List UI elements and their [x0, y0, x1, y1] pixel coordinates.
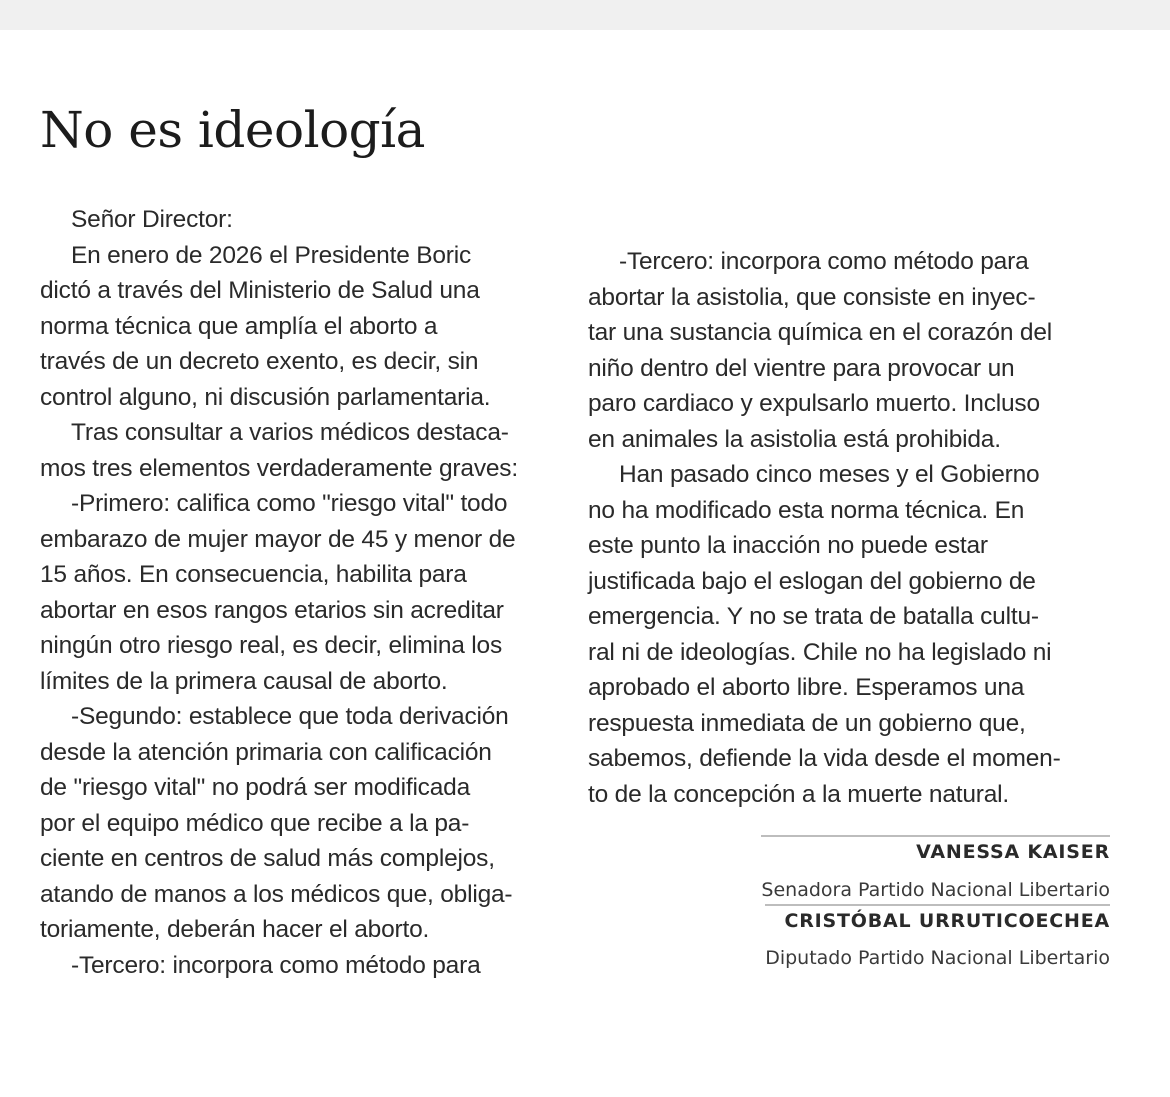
text-line: Señor Director:	[71, 206, 233, 233]
left-column	[40, 202, 545, 979]
text-line: abortar en esos rangos etarios sin acreditar	[40, 596, 504, 624]
signature-role: Diputado Partido Nacional Libertario	[765, 947, 1110, 969]
text-line: toriamente, deberán hacer el aborto.	[40, 916, 430, 943]
text-line: En enero de 2026 el Presidente Boric	[71, 241, 472, 269]
text-line: por el equipo médico que recibe a la pa-	[40, 809, 470, 837]
text-line: este punto la inacción no puede estar	[588, 532, 988, 559]
text-line: través de un decreto exento, es decir, sin	[40, 348, 479, 375]
signature-2	[765, 904, 1110, 970]
text-line: -Segundo: establece que toda derivación	[71, 703, 509, 730]
text-line: desde la atención primaria con calificación	[40, 738, 492, 766]
signature-name: CRISTÓBAL URRUTICOECHEA	[765, 904, 1110, 933]
text-line: 15 años. En consecuencia, habilita para	[40, 561, 467, 588]
text-line: sabemos, defiende la vida desde el momen-	[588, 745, 1061, 772]
text-line: Han pasado cinco meses y el Gobierno	[619, 461, 1040, 488]
signature-name: VANESSA KAISER	[761, 835, 1110, 864]
text-line: respuesta inmediata de un gobierno que,	[588, 709, 1026, 737]
text-line: control alguno, ni discusión parlamentaria.	[40, 383, 491, 411]
text-line: de "riesgo vital" no podrá ser modificada	[40, 774, 471, 801]
text-line: embarazo de mujer mayor de 45 y menor de	[40, 525, 516, 553]
text-line: aprobado el aborto libre. Esperamos una	[588, 674, 1025, 701]
text-line: ciente en centros de salud más complejos,	[40, 845, 495, 872]
text-line: atando de manos a los médicos que, obliga-	[40, 880, 513, 908]
text-line: emergencia. Y no se trata de batalla cultu-	[588, 603, 1039, 630]
text-line: paro cardiaco y expulsarlo muerto. Incluso	[588, 390, 1040, 417]
text-line: abortar la asistolia, que consiste en inyec-	[588, 283, 1036, 311]
text-line: en animales la asistolia está prohibida.	[588, 425, 1001, 453]
text-line: justificada bajo el eslogan del gobierno de	[588, 567, 1036, 595]
text-line: límites de la primera causal de aborto.	[40, 667, 448, 695]
signature-1	[761, 835, 1110, 902]
headline: No es ideología	[40, 101, 425, 159]
letter-clipping	[0, 30, 1170, 1097]
text-line: niño dentro del vientre para provocar un	[588, 354, 1015, 382]
text-line: to de la concepción a la muerte natural.	[588, 780, 1010, 808]
top-band	[0, 0, 1170, 30]
text-line: norma técnica que amplía el aborto a	[40, 312, 438, 340]
text-line: mos tres elementos verdaderamente graves:	[40, 454, 518, 482]
text-line: ral ni de ideologías. Chile no ha legislado ni	[588, 638, 1052, 666]
text-line: -Primero: califica como "riesgo vital" todo	[71, 490, 508, 517]
text-line: -Tercero: incorpora como método para	[619, 248, 1029, 275]
text-line: ningún otro riesgo real, es decir, elimina los	[40, 632, 502, 659]
text-line: dictó a través del Ministerio de Salud una	[40, 277, 480, 304]
right-column	[588, 244, 1113, 812]
text-line: tar una sustancia química en el corazón del	[588, 319, 1052, 346]
text-line: -Tercero: incorpora como método para	[71, 951, 481, 979]
text-line: Tras consultar a varios médicos destaca-	[71, 419, 509, 446]
signature-role: Senadora Partido Nacional Libertario	[761, 879, 1110, 901]
text-line: no ha modificado esta norma técnica. En	[588, 496, 1025, 524]
